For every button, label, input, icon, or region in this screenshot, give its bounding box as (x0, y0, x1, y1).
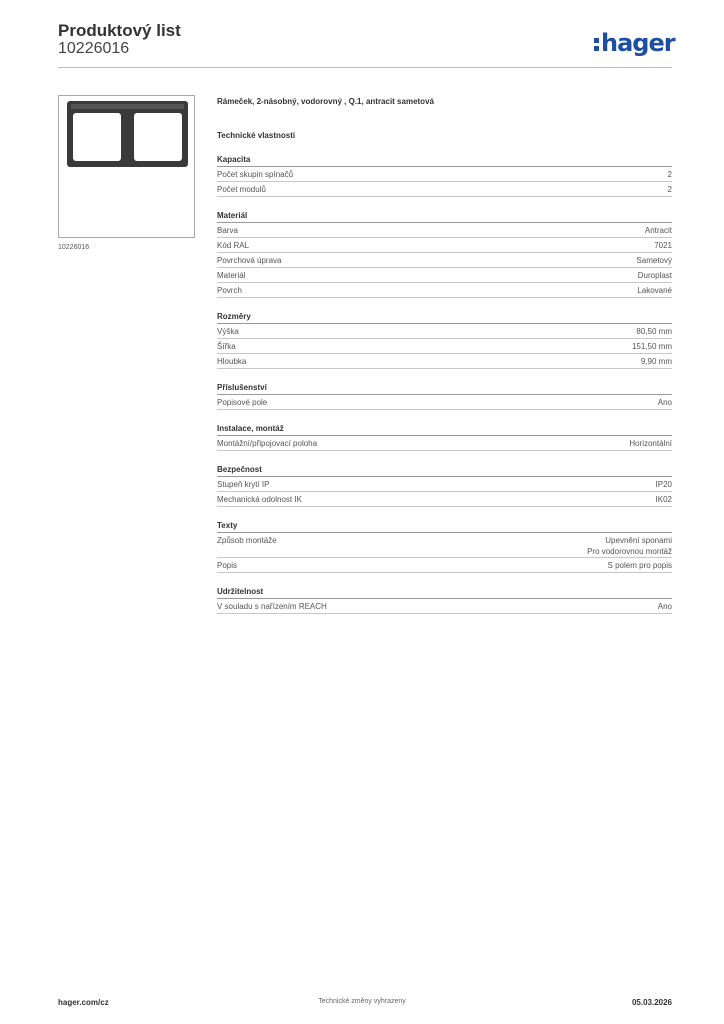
spec-value (645, 225, 672, 236)
spec-row (217, 167, 672, 182)
spec-value (629, 438, 672, 449)
specifications (217, 96, 672, 627)
spec-value-text: 2 (667, 185, 672, 194)
spec-value (638, 270, 672, 281)
section-title: Příslušenství (217, 382, 672, 395)
spec-value-text-2: Pro vodorovnou montáž (587, 547, 672, 556)
spec-label: Šířka (217, 342, 236, 351)
spec-label: Kód RAL (217, 241, 250, 250)
section-title: Instalace, montáž (217, 423, 672, 436)
footer-website[interactable]: hager.com/cz (58, 998, 109, 1007)
hager-logo (594, 30, 675, 56)
spec-value (668, 184, 672, 195)
product-name: Rámeček, 2-násobný, vodorovný , Q.1, antracit sametová (217, 97, 434, 106)
section-title: Rozměry (217, 311, 672, 324)
spec-label: Počet modulů (217, 185, 266, 194)
spec-sections (217, 154, 672, 614)
spec-value-text: Lakované (637, 286, 672, 295)
spec-value (656, 494, 672, 505)
spec-row (217, 339, 672, 354)
product-code: 10226016 (58, 40, 130, 57)
spec-row (217, 268, 672, 283)
spec-value (637, 285, 672, 296)
frame-illustration (67, 101, 188, 167)
spec-section (217, 423, 672, 451)
spec-label: Materiál (217, 271, 246, 280)
spec-section (217, 586, 672, 614)
spec-value (641, 356, 672, 367)
spec-value-text: 7021 (654, 241, 672, 250)
spec-value-text: Sametový (636, 256, 672, 265)
spec-value (636, 255, 672, 266)
spec-row (217, 599, 672, 614)
footer-date: 05.03.2026 (631, 998, 672, 1007)
spec-value (658, 397, 672, 408)
spec-value-text: 2 (667, 170, 672, 179)
spec-row (217, 253, 672, 268)
spec-row (217, 395, 672, 410)
spec-value-text: 9,90 mm (640, 357, 672, 366)
spec-value-text: 151,50 mm (631, 342, 672, 351)
spec-row (217, 533, 672, 558)
page-title: Produktový list (58, 21, 181, 40)
spec-value (632, 341, 672, 352)
spec-row (217, 283, 672, 298)
logo-dots-icon (594, 37, 599, 51)
spec-row (217, 492, 672, 507)
spec-value-text: Horizontální (629, 439, 672, 448)
spec-row (217, 223, 672, 238)
spec-section (217, 382, 672, 410)
spec-value-text: Duroplast (637, 271, 672, 280)
spec-section (217, 210, 672, 298)
spec-label: Povrch (217, 286, 242, 295)
product-image (58, 95, 195, 238)
spec-value-text: Ano (657, 398, 672, 407)
spec-label: V souladu s nařízením REACH (217, 602, 327, 611)
spec-value (668, 169, 672, 180)
spec-row (217, 324, 672, 339)
spec-row (217, 558, 672, 573)
spec-label: Výška (217, 327, 239, 336)
spec-section (217, 464, 672, 507)
spec-value-text: Upevnění sponami (605, 536, 672, 545)
spec-section (217, 311, 672, 369)
section-title: Texty (217, 520, 672, 533)
spec-label: Způsob montáže (217, 536, 277, 545)
spec-value (587, 535, 672, 557)
spec-label: Hloubka (217, 357, 247, 366)
spec-value (656, 479, 672, 490)
spec-label: Barva (217, 226, 238, 235)
spec-row (217, 436, 672, 451)
spec-label: Povrchová úprava (217, 256, 282, 265)
section-title: Materiál (217, 210, 672, 223)
technical-properties-heading: Technické vlastnosti (217, 131, 296, 140)
logo-text: hager (601, 29, 675, 57)
spec-value-text: 80,50 mm (636, 327, 672, 336)
spec-value-text: Ano (657, 602, 672, 611)
spec-value-text: IP20 (655, 480, 672, 489)
spec-row (217, 477, 672, 492)
section-title: Kapacita (217, 154, 672, 167)
spec-value (608, 560, 672, 571)
section-title: Bezpečnost (217, 464, 672, 477)
section-title: Udržitelnost (217, 586, 672, 599)
header-divider (58, 67, 672, 68)
spec-value-text: Antracit (644, 226, 672, 235)
spec-value-text: S polem pro popis (607, 561, 672, 570)
spec-row (217, 354, 672, 369)
spec-label: Popis (217, 561, 238, 570)
spec-label: Popisové pole (217, 398, 268, 407)
spec-value-text: IK02 (655, 495, 672, 504)
spec-section (217, 154, 672, 197)
image-caption: 10226016 (58, 244, 90, 251)
spec-row (217, 238, 672, 253)
spec-label: Mechanická odolnost IK (217, 495, 302, 504)
spec-value (636, 326, 672, 337)
spec-label: Montážní/připojovací poloha (217, 439, 318, 448)
spec-value (654, 240, 672, 251)
footer-note: Technické změny vyhrazeny (318, 998, 406, 1005)
spec-label: Počet skupin spínačů (217, 170, 294, 179)
spec-row (217, 182, 672, 197)
spec-value (658, 601, 672, 612)
spec-section (217, 520, 672, 573)
spec-label: Stupeň krytí IP (217, 480, 270, 489)
